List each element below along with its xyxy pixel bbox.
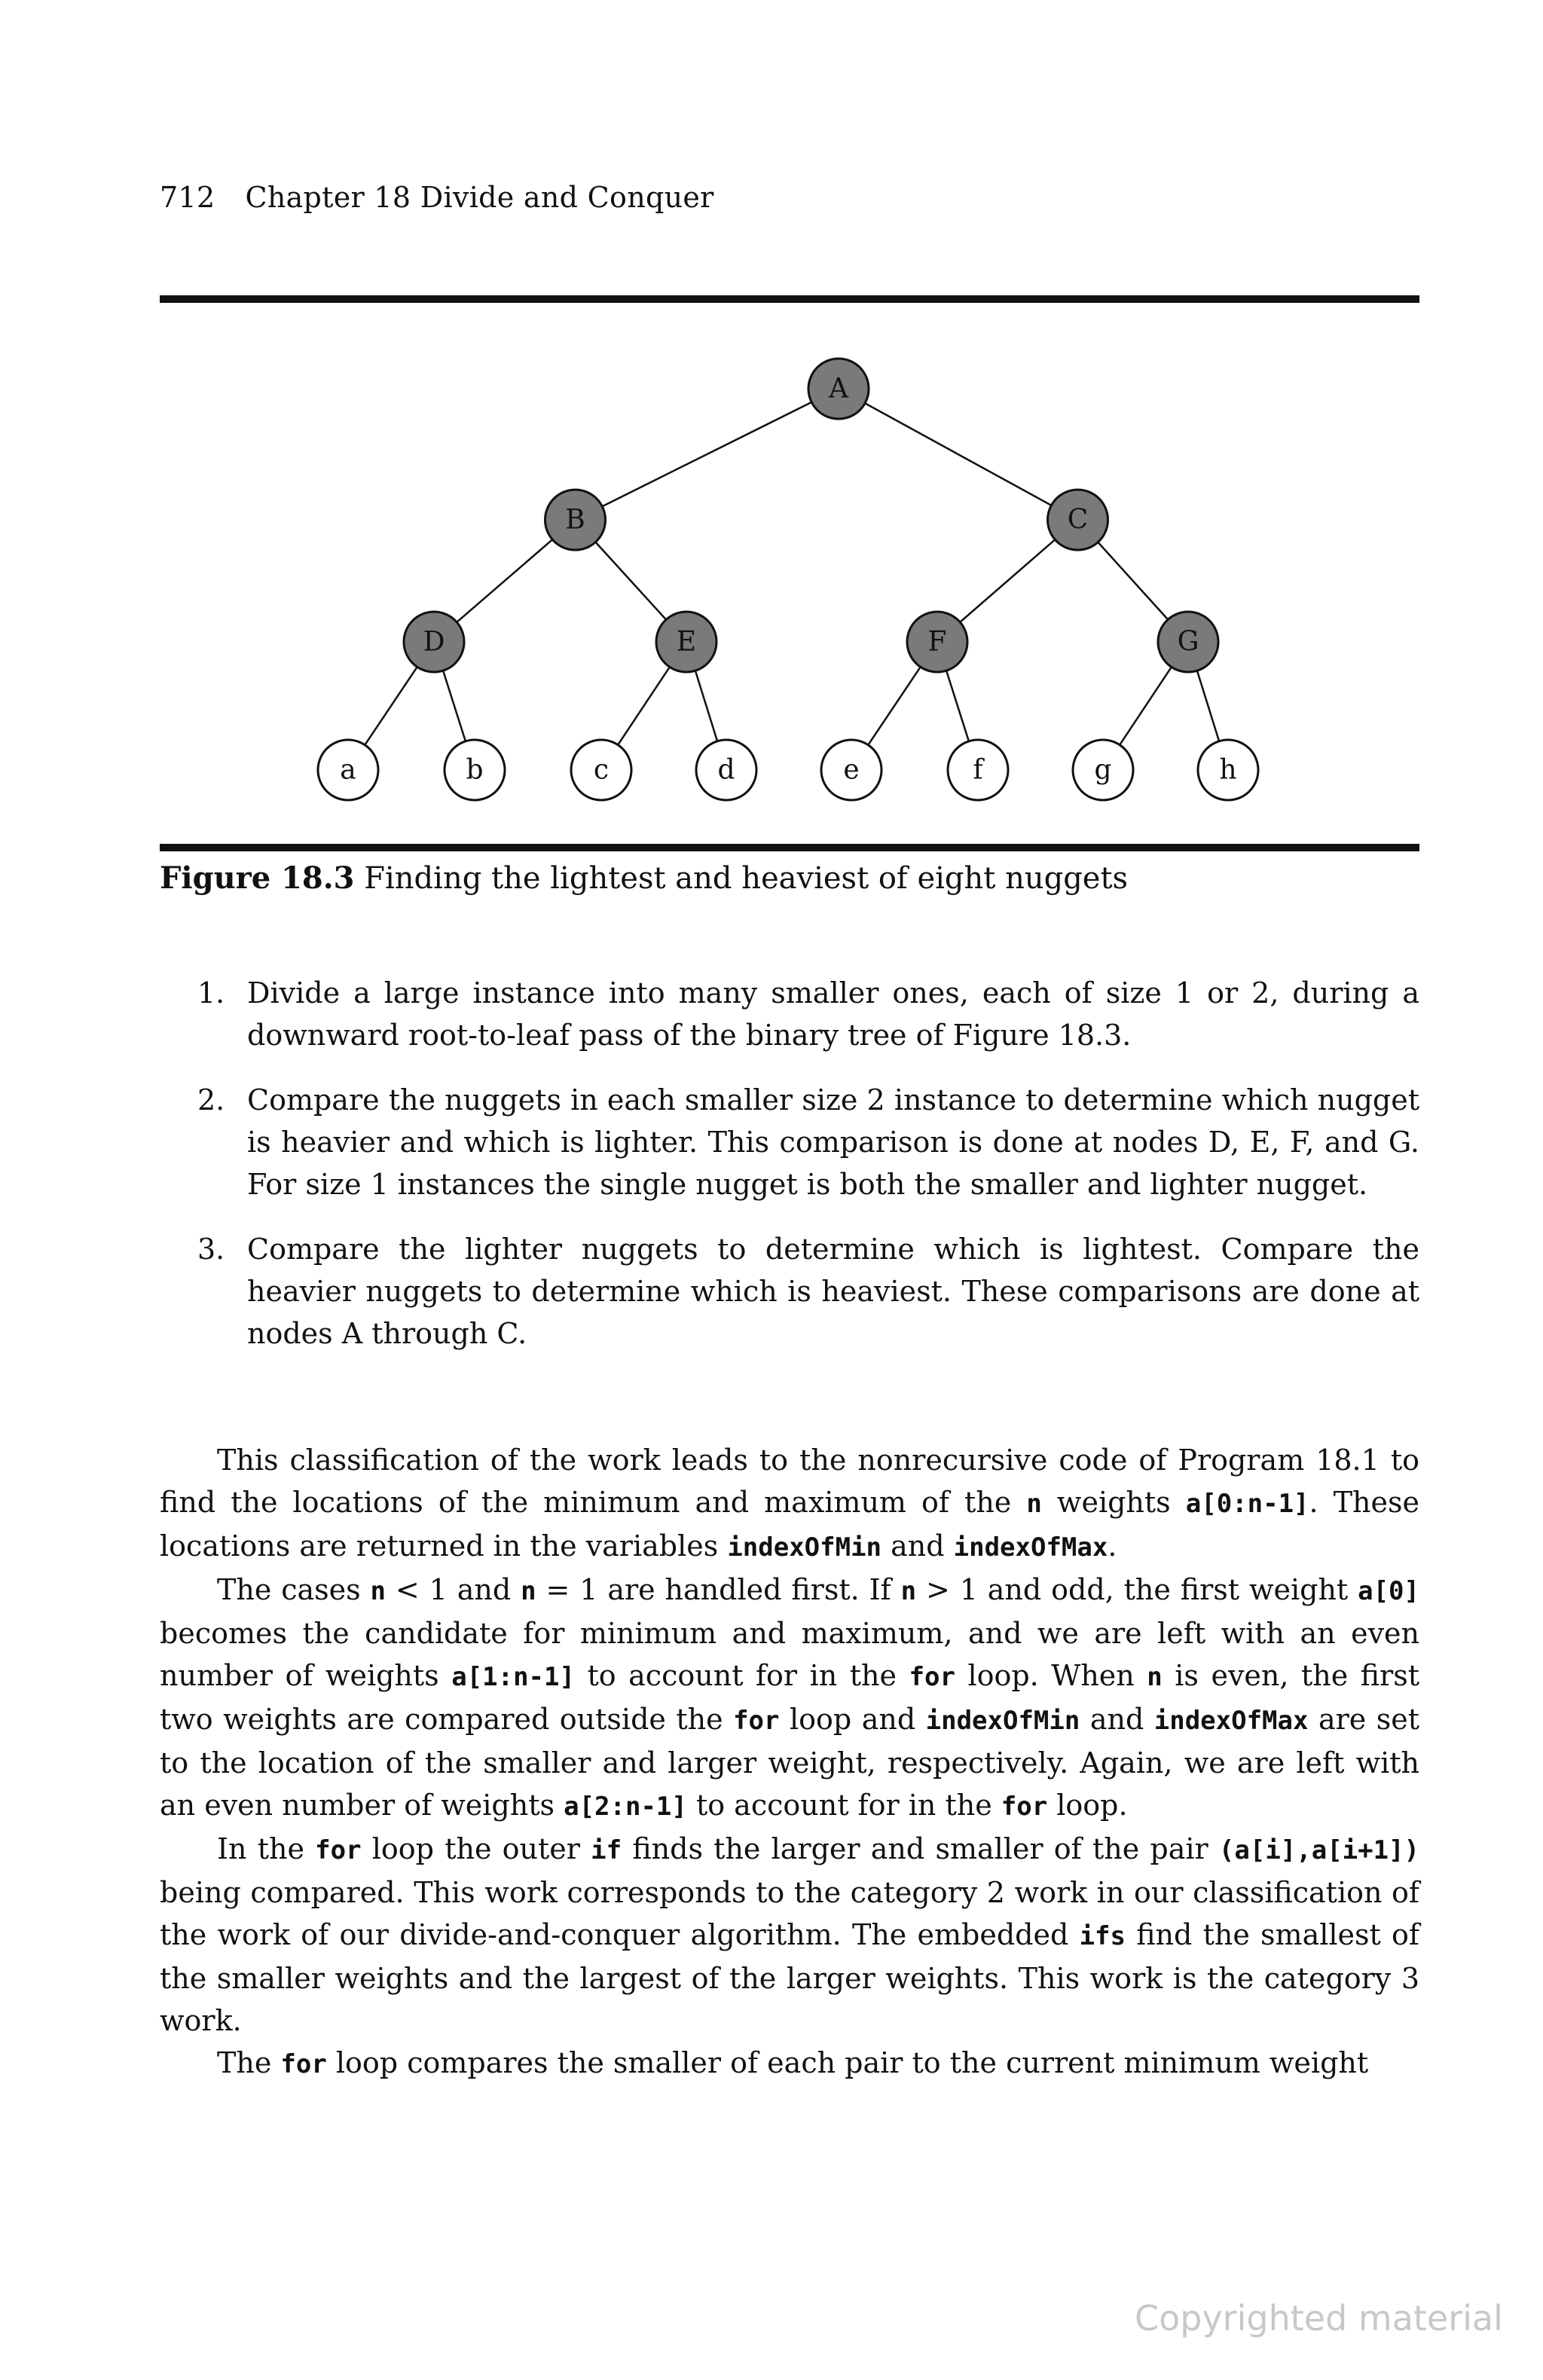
binary-tree-figure [0,0,1543,844]
tree-node-a [318,740,378,800]
tree-node-A [808,359,869,419]
figure-caption [160,860,1128,896]
node-label: G [1177,626,1199,658]
node-label: b [466,754,484,786]
node-label: A [829,373,848,405]
paragraph: The for loop compares the smaller of each pair to the current minimum weight [217,2046,1369,2079]
list-number: 1. [197,976,225,1010]
node-label: e [843,754,860,786]
caption-text: Finding the lightest and heaviest of eight nuggets [364,861,1129,896]
tree-node-b [445,740,505,800]
node-label: g [1094,754,1112,786]
tree-node-h [1198,740,1258,800]
tree-node-d [696,740,756,800]
paragraph: The cases n < 1 and n = 1 are handled first. If n > 1 and odd, the first weight a[0] becomes the candidate for minimum and maximum, and we are left with an even number of weights a[1:n-1] to account for in the for loop. When n is even, the first two weights are compared outside the for loop and indexOfMin and indexOfMax are set to the location of the smaller and larger weight, respectively. Again, we are left with an even number of weights a[2:n-1] to account for in the for loop. [160,1573,1419,1822]
node-label: E [676,626,697,658]
tree-edge-A-B [576,389,839,520]
tree-node-e [821,740,881,800]
node-label: C [1067,504,1089,536]
caption-label: Figure 18.3 [160,860,355,896]
page-number: 712 [160,181,215,214]
node-label: h [1219,754,1237,786]
node-label: B [565,504,585,536]
list-item [160,1079,1419,1205]
tree-node-E [656,612,717,672]
list-text: Divide a large instance into many smaller ones, each of size 1 or 2, during a downward root-to-leaf pass of the binary tree of Figure 18.3. [247,976,1419,1052]
tree-node-C [1048,490,1108,550]
numbered-list [160,972,1419,1377]
list-item [160,972,1419,1056]
paragraph: This classification of the work leads to the nonrecursive code of Program 18.1 to find the locations of the minimum and maximum of the n weights a[0:n-1]. These locations are returned in the variables indexOfMin and indexOfMax. [160,1444,1419,1563]
tree-node-G [1158,612,1218,672]
node-label: D [423,626,445,658]
body-text [160,1439,1419,2085]
tree-edge-A-C [839,389,1078,520]
node-label: f [973,754,983,786]
tree-node-c [571,740,631,800]
tree-node-g [1073,740,1133,800]
list-number: 2. [197,1083,225,1117]
list-number: 3. [197,1233,225,1266]
tree-node-D [404,612,464,672]
list-text: Compare the nuggets in each smaller size 2 instance to determine which nugget is heavier and which is lighter. This comparison is done at nodes D, E, F, and G. For size 1 instances the single nugget is both the smaller and lighter nugget. [247,1083,1419,1201]
copyright-watermark: Copyrighted material [1135,2298,1503,2339]
node-label: d [717,754,735,786]
figure-bottom-rule [160,844,1419,851]
paragraph: In the for loop the outer if finds the larger and smaller of the pair (a[i],a[i+1]) being compared. This work corresponds to the category 2 work in our classification of the work of our divide-and-conquer algorithm. The embedded ifs find the smallest of the smaller weights and the largest of the larger weights. This work is the category 3 work. [160,1832,1420,2037]
list-text: Compare the lighter nuggets to determine which is lightest. Compare the heavier nuggets to determine which is heaviest. These comparisons are done at nodes A through C. [247,1233,1419,1350]
list-item [160,1228,1419,1355]
node-label: F [927,626,947,658]
node-label: a [340,754,356,786]
tree-node-F [907,612,967,672]
tree-node-B [545,490,606,550]
chapter-title: Chapter 18 Divide and Conquer [245,181,714,214]
tree-node-f [948,740,1008,800]
node-label: c [593,754,610,786]
